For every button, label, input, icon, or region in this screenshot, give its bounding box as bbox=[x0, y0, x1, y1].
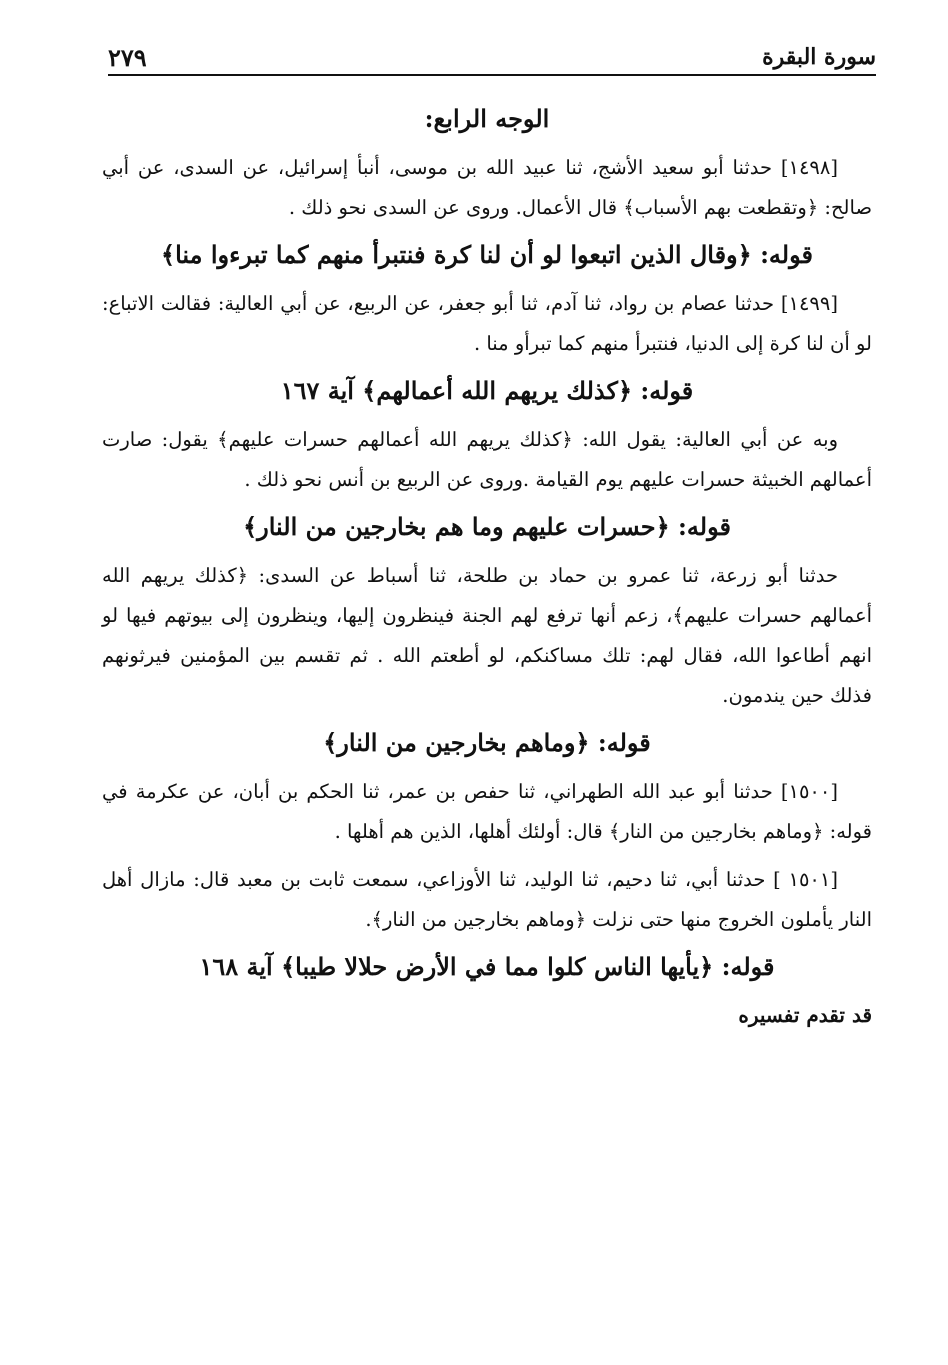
section-heading: قوله: ﴿وماهم بخارجين من النار﴾ bbox=[323, 728, 651, 757]
section-heading: قوله: ﴿كذلك يريهم الله أعمالهم﴾ آية ١٦٧ bbox=[280, 376, 694, 405]
paragraph: [١٤٩٨] حدثنا أبو سعيد الأشج، ثنا عبيد الله بن موسى، أنبأ إسرائيل، عن السدى، عن أبي صالح: ﴿وتقطعت بهم الأسباب﴾ قال الأعمال. وروى عن السدى نحو ذلك . bbox=[102, 156, 872, 219]
page-number: ٢٧٩ bbox=[108, 42, 147, 72]
section-heading: قوله: ﴿يأيها الناس كلوا مما في الأرض حلالا طيبا﴾ آية ١٦٨ bbox=[199, 952, 775, 981]
surah-title: سورة البقرة bbox=[762, 44, 876, 70]
paragraph: [١٥٠١ ] حدثنا أبي، ثنا دحيم، ثنا الوليد، ثنا الأوزاعي، سمعت ثابت بن معبد قال: مازال أهل النار يأملون الخروج منها حتى نزلت ﴿وماهم بخارجين من النار﴾. bbox=[102, 868, 872, 931]
section-heading: قوله: ﴿حسرات عليهم وما هم بخارجين من النار﴾ bbox=[243, 512, 731, 541]
paragraph: [١٤٩٩] حدثنا عصام بن رواد، ثنا آدم، ثنا أبو جعفر، عن الربيع، عن أبي العالية: فقالت الاتباع: لو أن لنا كرة إلى الدنيا، فنتبرأ منهم كما تبرأو منا . bbox=[102, 292, 872, 355]
page-header bbox=[108, 40, 876, 76]
paragraph: [١٥٠٠] حدثنا أبو عبد الله الطهراني، ثنا حفص بن عمر، ثنا الحكم بن أبان، عن عكرمة في قوله: ﴿وماهم بخارجين من النار﴾ قال: أولئك أهلها، الذين هم أهلها . bbox=[102, 780, 872, 843]
page-content bbox=[102, 100, 872, 1034]
section-heading: الوجه الرابع: bbox=[424, 104, 550, 133]
section-heading: قوله: ﴿وقال الذين اتبعوا لو أن لنا كرة فنتبرأ منهم كما تبرءوا منا﴾ bbox=[161, 240, 813, 269]
paragraph: وبه عن أبي العالية: يقول الله: ﴿كذلك يريهم الله أعمالهم حسرات عليهم﴾ يقول: صارت أعمالهم الخبيثة حسرات عليهم يوم القيامة .وروى عن الربيع بن أنس نحو ذلك . bbox=[102, 428, 872, 491]
paragraph: حدثنا أبو زرعة، ثنا عمرو بن حماد بن طلحة، ثنا أسباط عن السدى: ﴿كذلك يريهم الله أعمالهم حسرات عليهم﴾، زعم أنها ترفع لهم الجنة فينظرون إليها، وينظرون إلى بيوتهم فيها لو انهم أطاعوا الله، فقال لهم: تلك مساكنكم، لو أطعتم الله . ثم تقسم بين المؤمنين فيرثونهم فذلك حين يندمون. bbox=[102, 564, 872, 707]
closing-note: قد تقدم تفسيره bbox=[738, 1003, 872, 1027]
